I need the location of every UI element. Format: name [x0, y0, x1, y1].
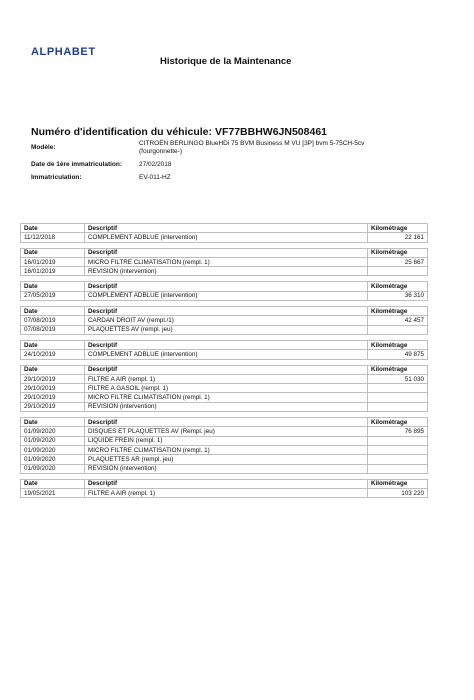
row-description: COMPLEMENT ADBLUE (intervention): [85, 291, 368, 300]
column-header-date: Date: [21, 282, 85, 291]
vin-label: Numéro d'identification du véhicule:: [31, 126, 213, 138]
company-logo: ALPHABET: [31, 46, 96, 58]
maintenance-table: [20, 248, 428, 277]
registration-date-row: [31, 161, 389, 169]
table-row: [21, 374, 428, 383]
table-header-row: [21, 307, 428, 316]
row-mileage: [368, 384, 428, 393]
row-mileage: 76 895: [368, 427, 428, 436]
row-description: FILTRE A GASOIL (rempl. 1): [85, 384, 368, 393]
table-row: [21, 393, 428, 402]
table-header-row: [21, 340, 428, 349]
maintenance-table: [20, 281, 428, 301]
row-date: 01/09/2020: [21, 445, 85, 454]
table-row: [21, 350, 428, 359]
row-date: 16/01/2019: [21, 257, 85, 266]
vin-value: VF77BBHW6JN508461: [214, 126, 327, 138]
row-mileage: [368, 464, 428, 473]
row-description: DISQUES ET PLAQUETTES AV (Rempl. jeu): [85, 427, 368, 436]
registration-date-value: 27/02/2018: [139, 161, 172, 168]
row-mileage: [368, 436, 428, 445]
table-row: [21, 267, 428, 276]
row-mileage: 51 030: [368, 374, 428, 383]
row-date: 01/09/2020: [21, 464, 85, 473]
row-date: 01/09/2020: [21, 455, 85, 464]
row-description: REVISION (intervention): [85, 402, 368, 411]
registration-date-label: Date de 1ère immatriculation:: [31, 161, 123, 168]
row-mileage: 49 875: [368, 350, 428, 359]
table-row: [21, 325, 428, 334]
row-mileage: 22 161: [368, 233, 428, 242]
vehicle-info: [31, 140, 389, 187]
column-header-date: Date: [21, 418, 85, 427]
table-row: [21, 291, 428, 300]
column-header-description: Descriptif: [85, 479, 368, 488]
row-description: REVISION (intervention): [85, 267, 368, 276]
table-row: [21, 316, 428, 325]
row-mileage: 36 310: [368, 291, 428, 300]
row-description: MICRO FILTRE CLIMATISATION (rempl. 1): [85, 445, 368, 454]
maintenance-history: [20, 223, 427, 503]
column-header-description: Descriptif: [85, 224, 368, 233]
row-mileage: [368, 267, 428, 276]
column-header-date: Date: [21, 224, 85, 233]
maintenance-table: [20, 306, 428, 335]
row-date: 29/10/2019: [21, 384, 85, 393]
table-row: [21, 233, 428, 242]
row-description: MICRO FILTRE CLIMATISATION (rempl. 1): [85, 257, 368, 266]
table-header-row: [21, 248, 428, 257]
maintenance-table: [20, 223, 428, 243]
table-row: [21, 464, 428, 473]
row-mileage: [368, 393, 428, 402]
column-header-mileage: Kilométrage: [368, 340, 428, 349]
row-mileage: [368, 402, 428, 411]
column-header-date: Date: [21, 248, 85, 257]
table-header-row: [21, 418, 428, 427]
column-header-description: Descriptif: [85, 418, 368, 427]
table-row: [21, 257, 428, 266]
row-description: PLAQUETTES AR (rempl. jeu): [85, 455, 368, 464]
row-mileage: 25 667: [368, 257, 428, 266]
table-row: [21, 436, 428, 445]
column-header-description: Descriptif: [85, 282, 368, 291]
row-description: REVISION (intervention): [85, 464, 368, 473]
table-header-row: [21, 479, 428, 488]
plate-value: EV-011-HZ: [139, 174, 171, 181]
column-header-mileage: Kilométrage: [368, 479, 428, 488]
row-mileage: [368, 455, 428, 464]
table-row: [21, 489, 428, 498]
row-description: PLAQUETTES AV (rempl. jeu): [85, 325, 368, 334]
column-header-mileage: Kilométrage: [368, 224, 428, 233]
column-header-date: Date: [21, 365, 85, 374]
column-header-mileage: Kilométrage: [368, 282, 428, 291]
column-header-mileage: Kilométrage: [368, 365, 428, 374]
column-header-description: Descriptif: [85, 340, 368, 349]
model-label: Modèle:: [31, 144, 56, 151]
row-date: 29/10/2019: [21, 402, 85, 411]
maintenance-table: [20, 417, 428, 474]
plate-label: Immatriculation:: [31, 174, 82, 181]
row-description: MICRO FILTRE CLIMATISATION (rempl. 1): [85, 393, 368, 402]
table-header-row: [21, 365, 428, 374]
column-header-description: Descriptif: [85, 248, 368, 257]
column-header-description: Descriptif: [85, 307, 368, 316]
table-header-row: [21, 224, 428, 233]
row-date: 24/10/2019: [21, 350, 85, 359]
row-date: 01/09/2020: [21, 427, 85, 436]
table-row: [21, 384, 428, 393]
row-description: COMPLEMENT ADBLUE (intervention): [85, 233, 368, 242]
column-header-description: Descriptif: [85, 365, 368, 374]
row-mileage: 103 220: [368, 489, 428, 498]
column-header-mileage: Kilométrage: [368, 418, 428, 427]
column-header-date: Date: [21, 479, 85, 488]
column-header-date: Date: [21, 307, 85, 316]
column-header-mileage: Kilométrage: [368, 307, 428, 316]
row-description: FILTRE A AIR (rempl. 1): [85, 374, 368, 383]
table-row: [21, 402, 428, 411]
row-date: 16/01/2019: [21, 267, 85, 276]
column-header-mileage: Kilométrage: [368, 248, 428, 257]
row-date: 29/10/2019: [21, 393, 85, 402]
row-date: 29/10/2019: [21, 374, 85, 383]
row-date: 07/08/2019: [21, 316, 85, 325]
row-date: 11/12/2018: [21, 233, 85, 242]
model-row: [31, 140, 389, 156]
maintenance-table: [20, 365, 428, 412]
vin-line: [31, 126, 327, 138]
row-description: FILTRE A AIR (rempl. 1): [85, 489, 368, 498]
table-row: [21, 445, 428, 454]
row-mileage: 42 457: [368, 316, 428, 325]
table-row: [21, 427, 428, 436]
row-description: LIQUIDE FREIN (rempl. 1): [85, 436, 368, 445]
row-date: 01/09/2020: [21, 436, 85, 445]
model-value: CITROËN BERLINGO BlueHDi 75 BVM Business M VU [3P] bvm 5-75CH-5cv (fourgonnette-): [139, 140, 365, 155]
column-header-date: Date: [21, 340, 85, 349]
plate-row: [31, 174, 389, 182]
row-date: 19/05/2021: [21, 489, 85, 498]
row-description: CARDAN DROIT AV (rempl./1): [85, 316, 368, 325]
row-description: COMPLEMENT ADBLUE (intervention): [85, 350, 368, 359]
row-mileage: [368, 325, 428, 334]
row-mileage: [368, 445, 428, 454]
maintenance-table: [20, 479, 428, 499]
page-title: Historique de la Maintenance: [160, 56, 292, 67]
row-date: 07/08/2019: [21, 325, 85, 334]
maintenance-table: [20, 340, 428, 360]
table-row: [21, 455, 428, 464]
row-date: 27/05/2019: [21, 291, 85, 300]
table-header-row: [21, 282, 428, 291]
